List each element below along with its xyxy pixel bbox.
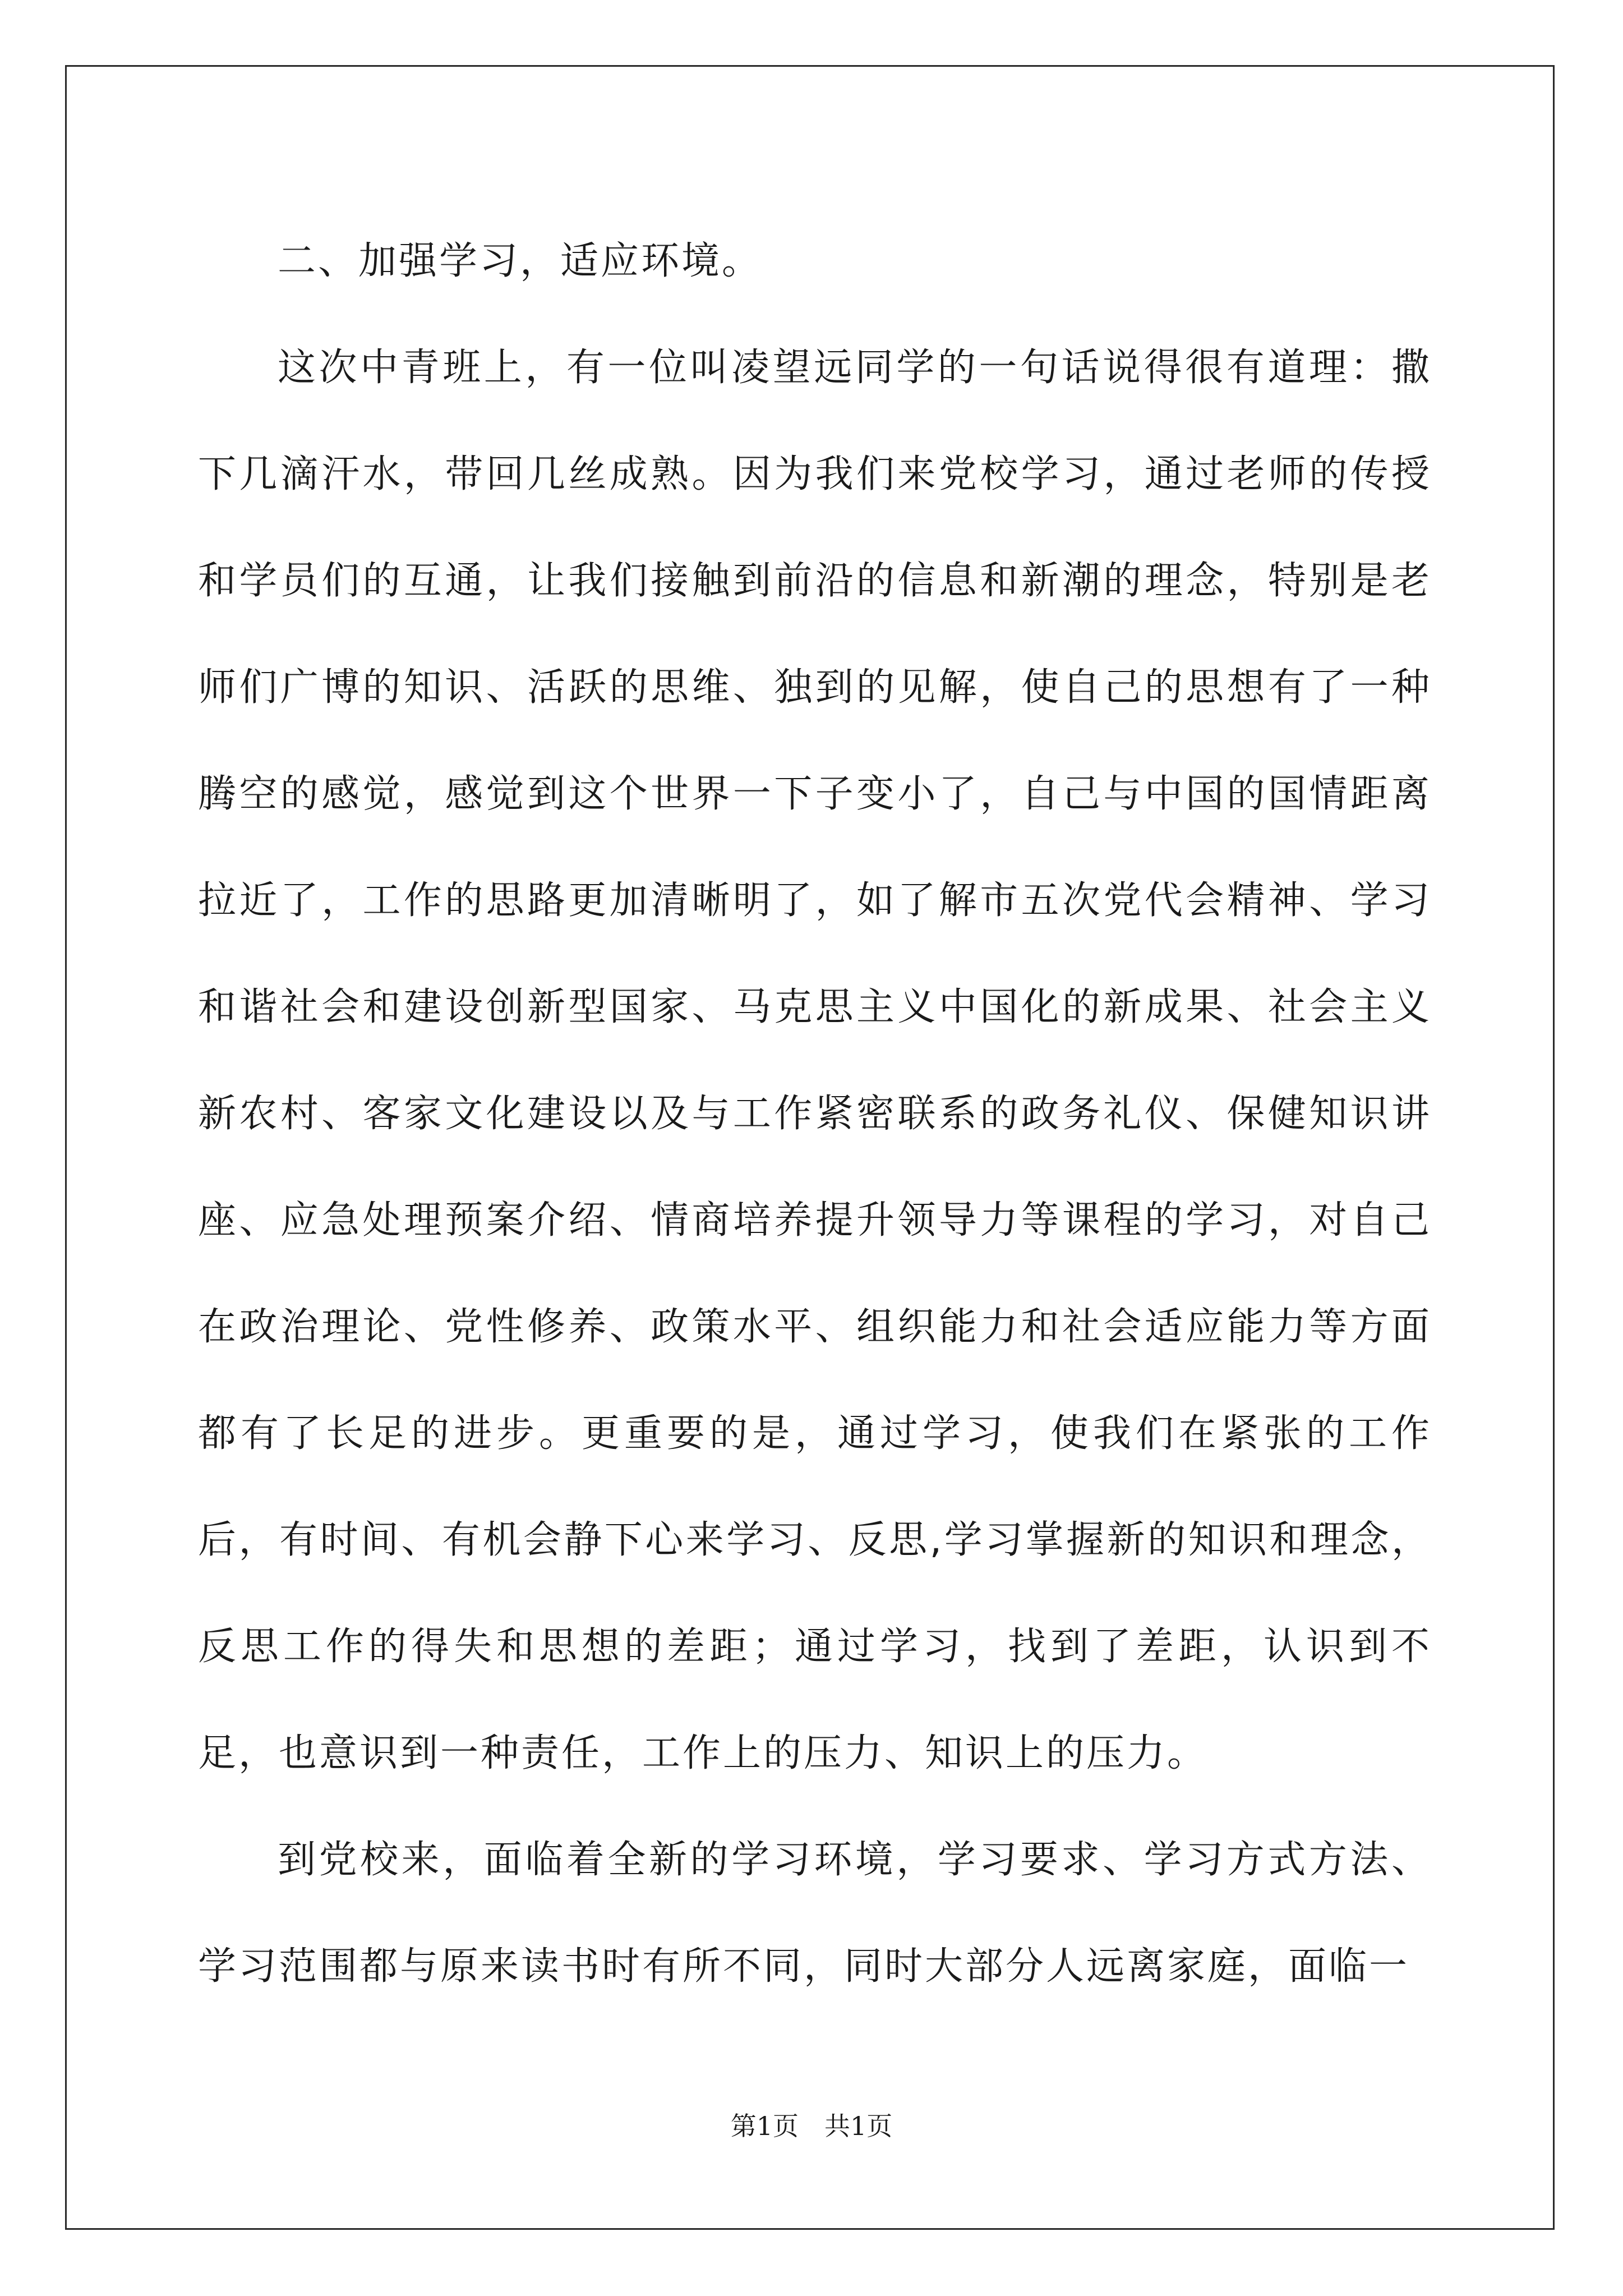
page-number: 第1页 xyxy=(730,2111,799,2141)
page-footer xyxy=(0,2109,1623,2143)
paragraph-body: 这次中青班上，有一位叫凌望远同学的一句话说得很有道理：撒下几滴汗水，带回几丝成熟。因为我们来党校学习，通过老师的传授和学员们的互通，让我们接触到前沿的信息和新潮的理念，特别是老师们广博的知识、活跃的思维、独到的见解，使自己的思想有了一种腾空的感觉，感觉到这个世界一下子变小了，自己与中国的国情距离拉近了，工作的思路更加清晰明了，如了解市五次党代会精神、学习和谐社会和建设创新型国家、马克思主义中国化的新成果、社会主义新农村、客家文化建设以及与工作紧密联系的政务礼仪、保健知识讲座、应急处理预案介绍、情商培养提升领导力等课程的学习，对自己在政治理论、党性修养、政策水平、组织能力和社会适应能力等方面都有了长足的进步。更重要的是，通过学习，使我们在紧张的工作后，有时间、有机会静下心来学习、反思,学习掌握新的知识和理念，反思工作的得失和思想的差距；通过学习，找到了差距，认识到不足，也意识到一种责任，工作上的压力、知识上的压力。 xyxy=(198,346,1432,1775)
paragraph-heading: 二、加强学习，适应环境。 xyxy=(278,239,763,283)
document-body xyxy=(198,208,1432,2020)
page-total: 共1页 xyxy=(824,2111,893,2141)
paragraph-body: 到党校来，面临着全新的学习环境，学习要求、学习方式方法、学习范围都与原来读书时有所不同，同时大部分人远离家庭，面临一 xyxy=(198,1838,1432,1989)
